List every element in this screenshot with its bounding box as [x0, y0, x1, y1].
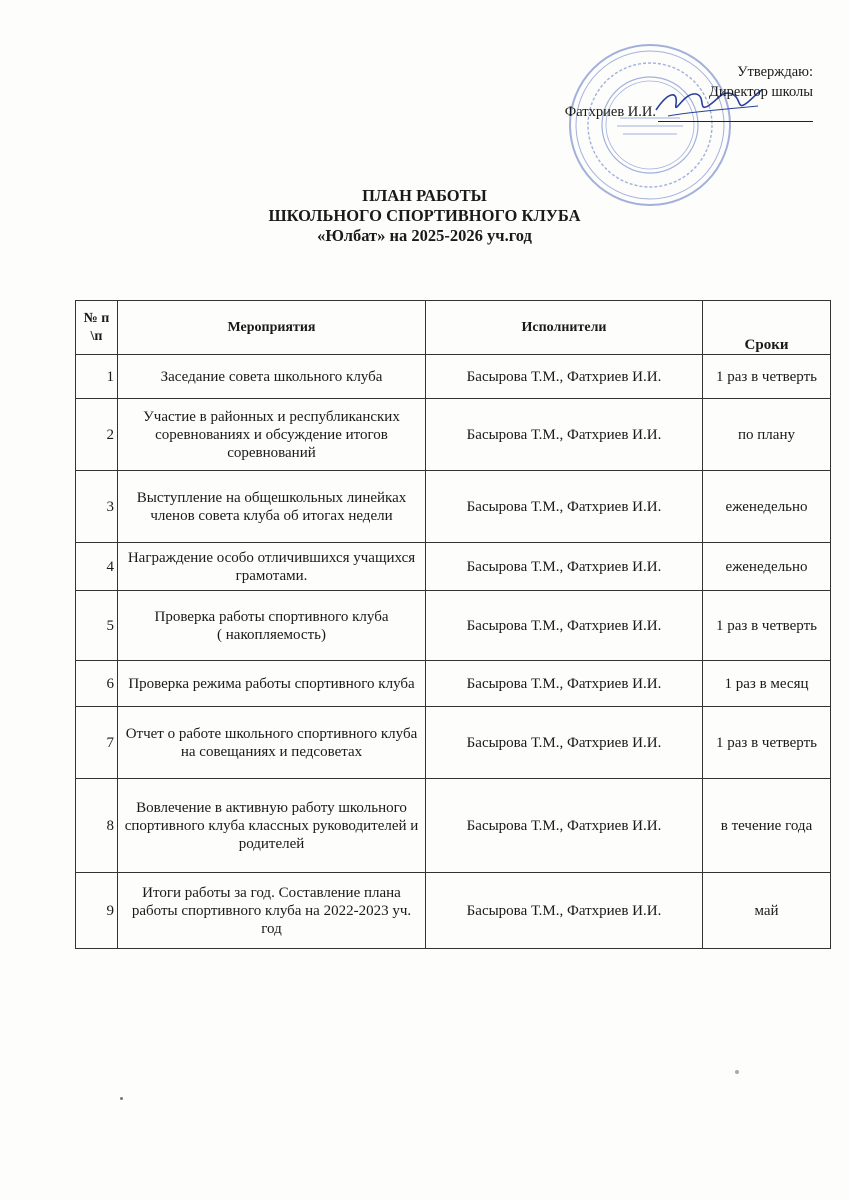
row-number: 3 [76, 471, 118, 543]
row-event: Итоги работы за год. Составление плана работы спортивного клуба на 2022-2023 уч. год [118, 873, 426, 949]
row-executors: Басырова Т.М., Фатхриев И.И. [426, 707, 703, 779]
approval-label: Утверждаю: [737, 64, 813, 80]
row-deadline: 1 раз в четверть [703, 591, 831, 661]
work-plan-table [75, 300, 831, 949]
table-row [76, 471, 831, 543]
header-events: Мероприятия [118, 301, 426, 355]
row-executors: Басырова Т.М., Фатхриев И.И. [426, 543, 703, 591]
table-row [76, 543, 831, 591]
table-row [76, 591, 831, 661]
table-row [76, 873, 831, 949]
row-deadline: май [703, 873, 831, 949]
row-deadline: в течение года [703, 779, 831, 873]
table-row [76, 661, 831, 707]
approval-signature-line [513, 102, 813, 122]
row-executors: Басырова Т.М., Фатхриев И.И. [426, 661, 703, 707]
row-event: Участие в районных и республиканских соревнованиях и обсуждение итогов соревнований [118, 399, 426, 471]
table-row [76, 707, 831, 779]
row-number: 2 [76, 399, 118, 471]
title-line-3: «Юлбат» на 2025-2026 уч.год [317, 226, 532, 245]
signature-blank [658, 105, 813, 122]
row-executors: Басырова Т.М., Фатхриев И.И. [426, 873, 703, 949]
approval-name: Фатхриев И.И. [564, 104, 656, 120]
row-event: Заседание совета школьного клуба [118, 355, 426, 399]
row-number: 4 [76, 543, 118, 591]
header-deadline: Сроки [703, 301, 831, 355]
table-header-row [76, 301, 831, 355]
scan-speck [120, 1097, 123, 1100]
approval-position: Директор школы [709, 84, 813, 100]
row-event: Проверка режима работы спортивного клуба [118, 661, 426, 707]
row-executors: Басырова Т.М., Фатхриев И.И. [426, 591, 703, 661]
header-number: № п \п [76, 301, 118, 355]
table-row [76, 355, 831, 399]
table-row [76, 399, 831, 471]
row-event: Проверка работы спортивного клуба ( накопляемость) [118, 591, 426, 661]
row-event: Награждение особо отличившихся учащихся грамотами. [118, 543, 426, 591]
header-executors: Исполнители [426, 301, 703, 355]
row-deadline: еженедельно [703, 471, 831, 543]
row-number: 1 [76, 355, 118, 399]
row-event: Выступление на общешкольных линейках членов совета клуба об итогах недели [118, 471, 426, 543]
row-number: 9 [76, 873, 118, 949]
row-executors: Басырова Т.М., Фатхриев И.И. [426, 399, 703, 471]
table-row [76, 779, 831, 873]
row-number: 5 [76, 591, 118, 661]
title-line-2: ШКОЛЬНОГО СПОРТИВНОГО КЛУБА [268, 206, 581, 225]
title-line-1: ПЛАН РАБОТЫ [362, 186, 487, 205]
row-number: 7 [76, 707, 118, 779]
document-title [0, 186, 849, 246]
row-deadline: 1 раз в четверть [703, 707, 831, 779]
row-event: Вовлечение в активную работу школьного спортивного клуба классных руководителей и родителей [118, 779, 426, 873]
row-number: 8 [76, 779, 118, 873]
row-deadline: 1 раз в четверть [703, 355, 831, 399]
row-executors: Басырова Т.М., Фатхриев И.И. [426, 471, 703, 543]
row-number: 6 [76, 661, 118, 707]
scan-speck [735, 1070, 739, 1074]
row-deadline: 1 раз в месяц [703, 661, 831, 707]
row-deadline: еженедельно [703, 543, 831, 591]
row-executors: Басырова Т.М., Фатхриев И.И. [426, 355, 703, 399]
row-event: Отчет о работе школьного спортивного клуба на совещаниях и педсоветах [118, 707, 426, 779]
row-executors: Басырова Т.М., Фатхриев И.И. [426, 779, 703, 873]
row-deadline: по плану [703, 399, 831, 471]
approval-block [513, 62, 813, 122]
